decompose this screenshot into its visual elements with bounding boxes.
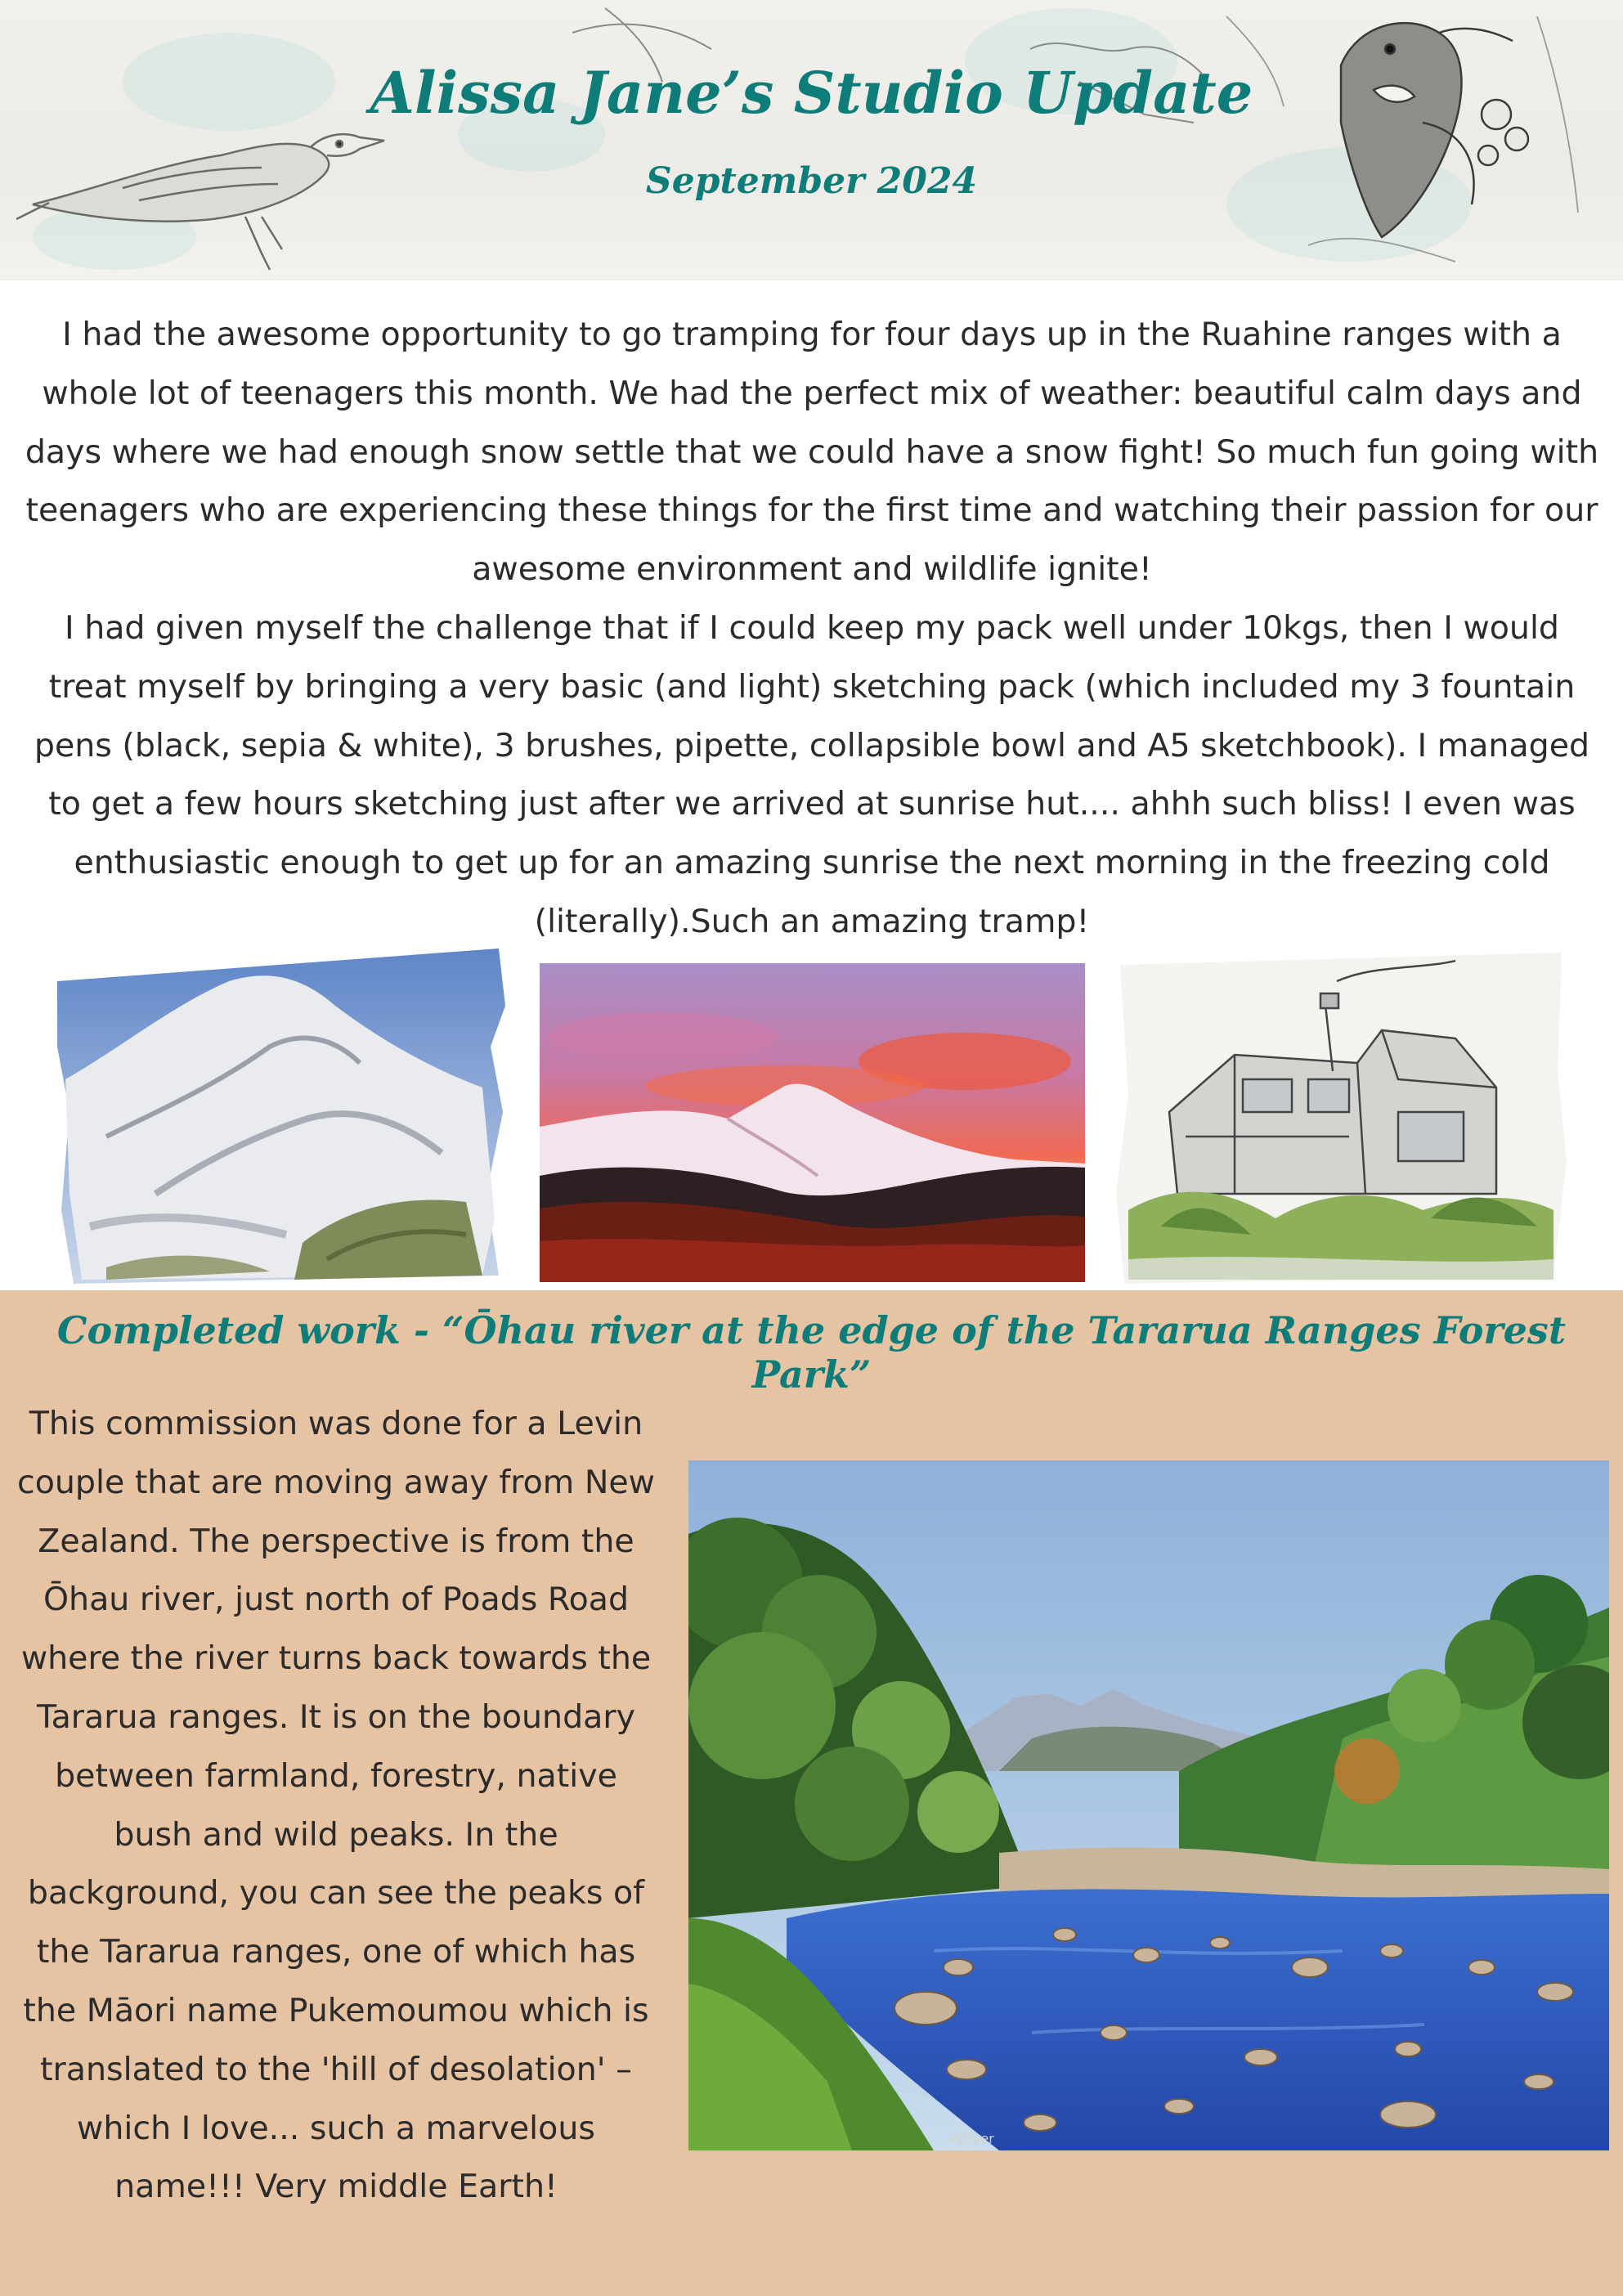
hut-ink-sketch <box>1112 948 1570 1292</box>
page-subtitle: September 2024 <box>645 160 978 202</box>
intro-paragraph-2: I had given myself the challenge that if I could keep my pack well under 10kgs, then I would treat myself by bringing a very basic (and light) sketching pack (which included my 3 fountain pens (black, sepia & white), 3 brushes, pipette, collapsible bowl and A5 sketchbook). I managed to get a few hours sketching just after we arrived at sunrise hut.... ahhh such bliss! I even was enthusiastic enough to get up for an amazing sunrise the next morning in the freezing cold (literally).Such an amazing tramp! <box>34 608 1590 940</box>
right-bird-sketch-icon <box>1341 23 1528 237</box>
page-title: Alissa Jane’s Studio Update <box>370 59 1253 127</box>
bird-illustration-background <box>0 0 1623 280</box>
painting-signature: AJDyer <box>950 2131 994 2146</box>
watercolor-mountain-sketch <box>57 948 507 1292</box>
completed-work-heading: Completed work - “Ōhau river at the edge of the Tararua Ranges Forest Park” <box>56 1308 1567 1397</box>
header-banner <box>0 0 1623 280</box>
completed-work-description: This commission was done for a Levin couple that are moving away from New Zealand. The perspective is from the Ōhau river, just north of Poads Road where the river turns back towards the Tararua ranges. It is on the boundary between farmland, forestry, native bush and wild peaks. In the background, you can see the peaks of the Tararua ranges, one of which has the Māori name Pukemoumou which is translated to the 'hill of desolation' – which I love... such a marvelous name!!! Very middle Earth! <box>17 1405 655 2206</box>
ohau-river-painting <box>688 1460 1609 2150</box>
left-bird-sketch-icon <box>16 134 384 270</box>
sunrise-mountain-photo <box>540 963 1085 1282</box>
intro-text <box>23 306 1601 952</box>
intro-paragraph-1: I had the awesome opportunity to go tramping for four days up in the Ruahine ranges with a whole lot of teenagers this month. We had the perfect mix of weather: beautiful calm days and days where we had enough snow settle that we could have a snow fight! So much fun going with teenagers who are experiencing these things for the first time and watching their passion for our awesome environment and wildlife ignite! <box>25 316 1599 589</box>
